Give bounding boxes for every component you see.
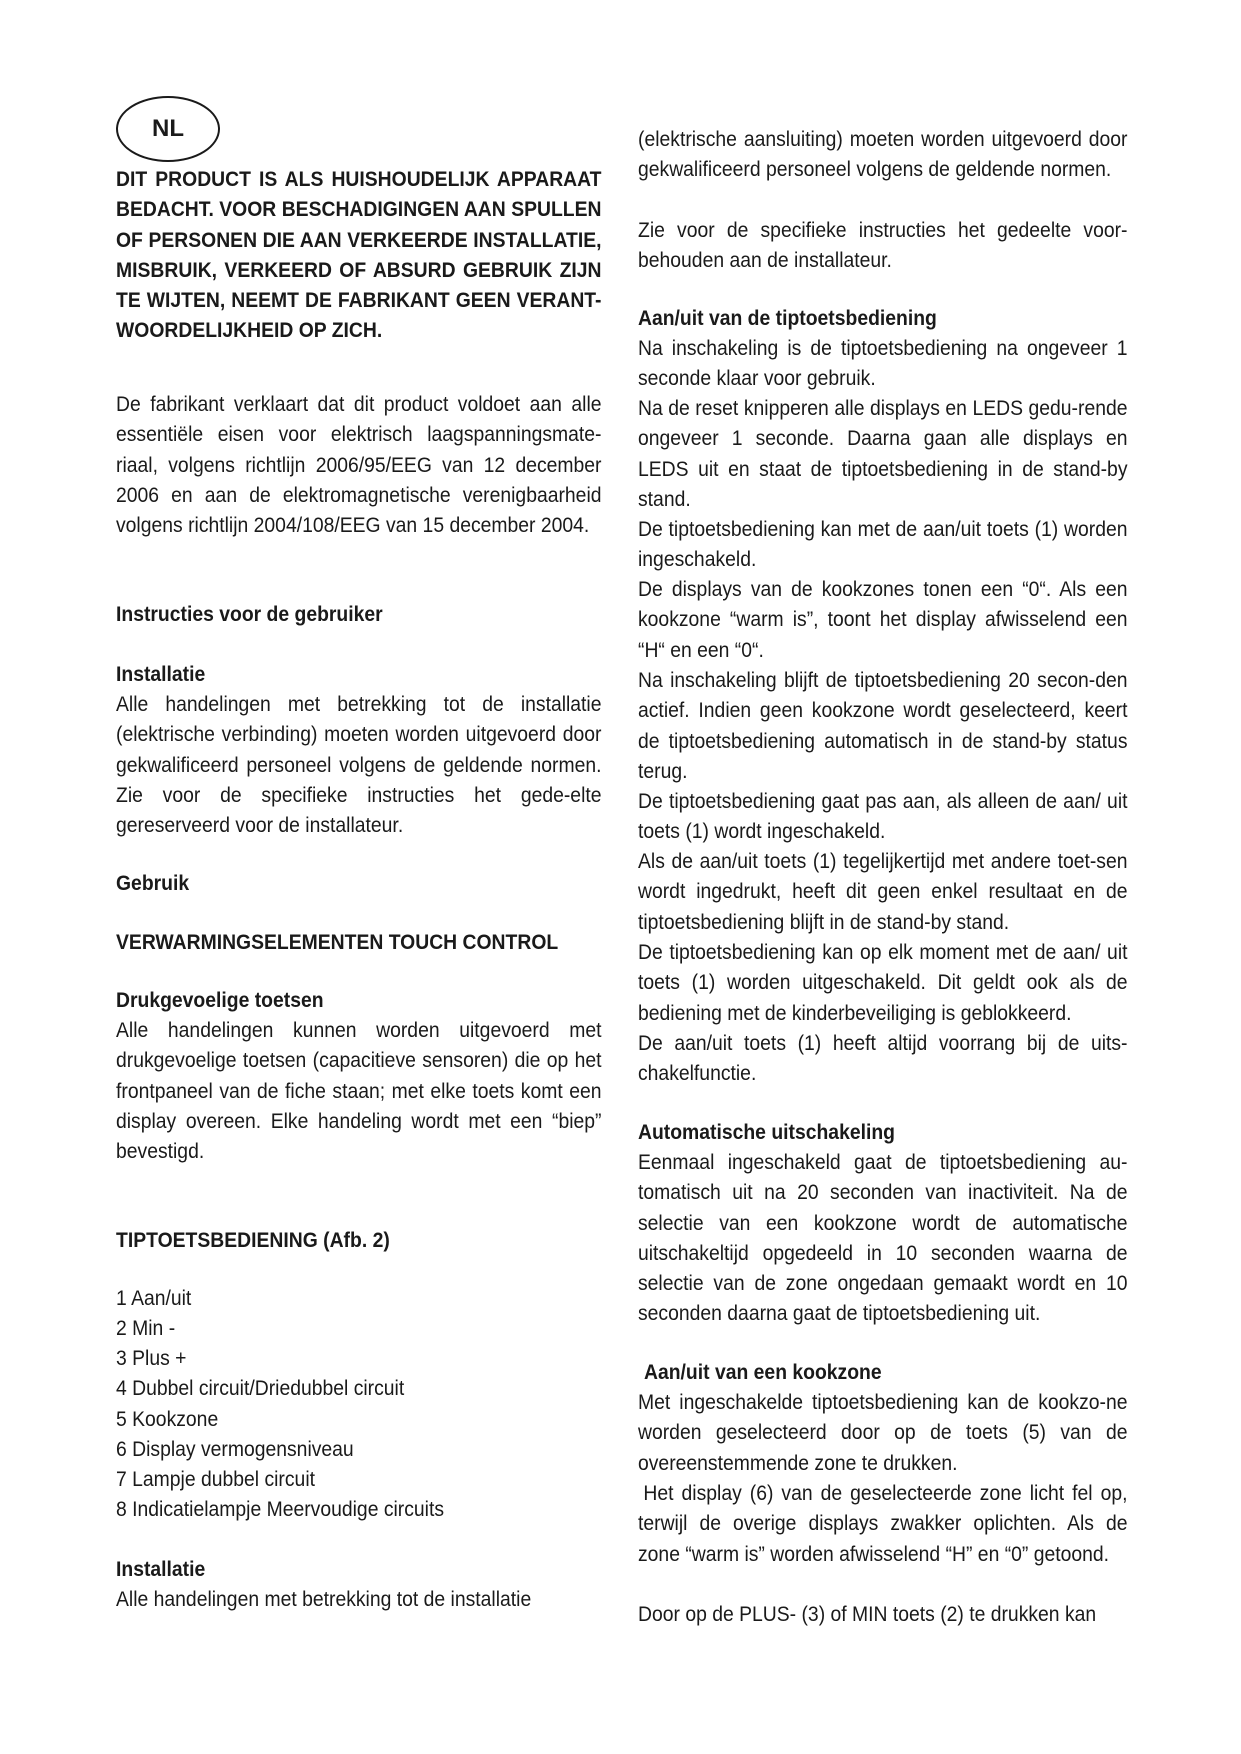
panel-onoff-heading: Aan/uit van de tiptoetsbediening — [638, 306, 937, 330]
panel-onoff-p1: Na inschakeling is de tiptoetsbediening na ongeveer 1 seconde klaar voor gebruik. — [638, 336, 1128, 391]
installation-text: Alle handelingen met betrekking tot de installatie (elektrische verbinding) moeten worden uitgevoerd door gekwalificeerd personeel volgens de geldende normen. Zie voor de specifieke instructies het gede-elte gereserveerd voor de installateur. — [116, 692, 602, 838]
touch-control-heading: VERWARMINGSELEMENTEN TOUCH CONTROL — [116, 930, 559, 954]
language-badge: NL — [116, 96, 220, 162]
zone-onoff-p3: Door op de PLUS- (3) of MIN toets (2) te drukken kan — [638, 1602, 1097, 1626]
list-item: 7 Lampje dubbel circuit — [116, 1467, 315, 1491]
use-heading: Gebruik — [116, 871, 190, 895]
list-item: 6 Display vermogensniveau — [116, 1437, 354, 1461]
list-item: 3 Plus + — [116, 1346, 187, 1370]
zone-onoff-heading: Aan/uit van een kookzone — [644, 1360, 882, 1384]
installation-heading-2: Installatie — [116, 1557, 206, 1581]
zone-onoff-p1: Met ingeschakelde tiptoetsbediening kan de kookzo-ne worden geselecteerd door op de toets (5) van de overeenstemmende zone te drukken. — [638, 1390, 1128, 1475]
touch-keys-text: Alle handelingen kunnen worden uitgevoerd met drukgevoelige toetsen (capacitieve sensoren) die op het frontpaneel van de fiche staan; met elke toets komt een display overeen. Elke handeling wordt met een “biep” bevestigd. — [116, 1018, 602, 1164]
list-item: 8 Indicatielampje Meervoudige circuits — [116, 1497, 445, 1521]
panel-onoff-p8: De tiptoetsbediening kan op elk moment met de aan/ uit toets (1) worden uitgeschakeld. Dit geldt ook als de bediening met de kinderbeveiliging is geblokkeerd. — [638, 940, 1128, 1025]
panel-onoff-p3: De tiptoetsbediening kan met de aan/uit toets (1) worden ingeschakeld. — [638, 517, 1128, 572]
panel-onoff-p4: De displays van de kookzones tonen een “0“. Als een kookzone “warm is”, toont het display afwisselend een “H“ en een “0“. — [638, 577, 1128, 662]
panel-onoff-p5: Na inschakeling blijft de tiptoetsbediening 20 secon-den actief. Indien geen kookzone wordt geselecteerd, keert de tiptoetsbediening automatisch in de stand-by status terug. — [638, 668, 1128, 783]
panel-onoff-p7: Als de aan/uit toets (1) tegelijkertijd met andere toet-sen wordt ingedrukt, heeft dit geen enkel resultaat en de tiptoetsbediening blijft in de stand-by stand. — [638, 849, 1128, 934]
installation-heading: Installatie — [116, 662, 206, 686]
installer-reference-text: Zie voor de specifieke instructies het gedeelte voor-behouden aan de installateur. — [638, 218, 1128, 273]
zone-onoff-p2: Het display (6) van de geselecteerde zone licht fel op, terwijl de overige displays zwakker oplichten. Als de zone “warm is” worden afwisselend “H” en “0” getoond. — [638, 1481, 1128, 1566]
auto-off-text: Eenmaal ingeschakeld gaat de tiptoetsbediening au-tomatisch uit na 20 seconden van inactiviteit. Na de selectie van een kookzone wordt de automatische uitschakeltijd opgedeeld in 10 seconden waarna de selectie van de zone ongedaan gemaakt wordt en 10 seconden daarna gaat de tiptoetsbediening uit. — [638, 1150, 1128, 1326]
touch-keys-heading: Drukgevoelige toetsen — [116, 988, 324, 1012]
panel-onoff-p2: Na de reset knipperen alle displays en LEDS gedu-rende ongeveer 1 seconde. Daarna gaan alle displays en LEDS uit en staat de tiptoetsbediening in de stand-by stand. — [638, 396, 1128, 511]
warning-text: DIT PRODUCT IS ALS HUISHOUDELIJK APPARAAT BEDACHT. VOOR BESCHADIGINGEN AAN SPULLEN OF PERSONEN DIE AAN VERKEERDE INSTALLATIE, MISBRUIK, VERKEERD OF ABSURD GEBRUIK ZIJN TE WIJTEN, NEEMT DE FABRIKANT GEEN VERANT-WOORDELIJKHEID OP ZICH. — [116, 167, 602, 343]
list-item: 1 Aan/uit — [116, 1286, 192, 1310]
installation-text-2: Alle handelingen met betrekking tot de installatie — [116, 1587, 532, 1611]
user-instructions-heading: Instructies voor de gebruiker — [116, 602, 383, 626]
panel-onoff-p6: De tiptoetsbediening gaat pas aan, als alleen de aan/ uit toets (1) wordt ingeschakeld. — [638, 789, 1128, 844]
auto-off-heading: Automatische uitschakeling — [638, 1120, 895, 1144]
list-item: 4 Dubbel circuit/Driedubbel circuit — [116, 1376, 405, 1400]
panel-onoff-p9: De aan/uit toets (1) heeft altijd voorrang bij de uits-chakelfunctie. — [638, 1031, 1128, 1086]
declaration-text: De fabrikant verklaart dat dit product voldoet aan alle essentiële eisen voor elektrisch laagspanningsmate-riaal, volgens richtlijn 2006/95/EEG van 12 december 2006 en aan de elektromagnetische verenigbaarheid volgens richtlijn 2004/108/EEG van 15 december 2004. — [116, 392, 602, 538]
installation-continued-text: (elektrische aansluiting) moeten worden uitgevoerd door gekwalificeerd personeel volgens de geldende normen. — [638, 127, 1128, 182]
list-item: 5 Kookzone — [116, 1407, 219, 1431]
control-panel-heading: TIPTOETSBEDIENING (Afb. 2) — [116, 1228, 390, 1252]
list-item: 2 Min - — [116, 1316, 176, 1340]
